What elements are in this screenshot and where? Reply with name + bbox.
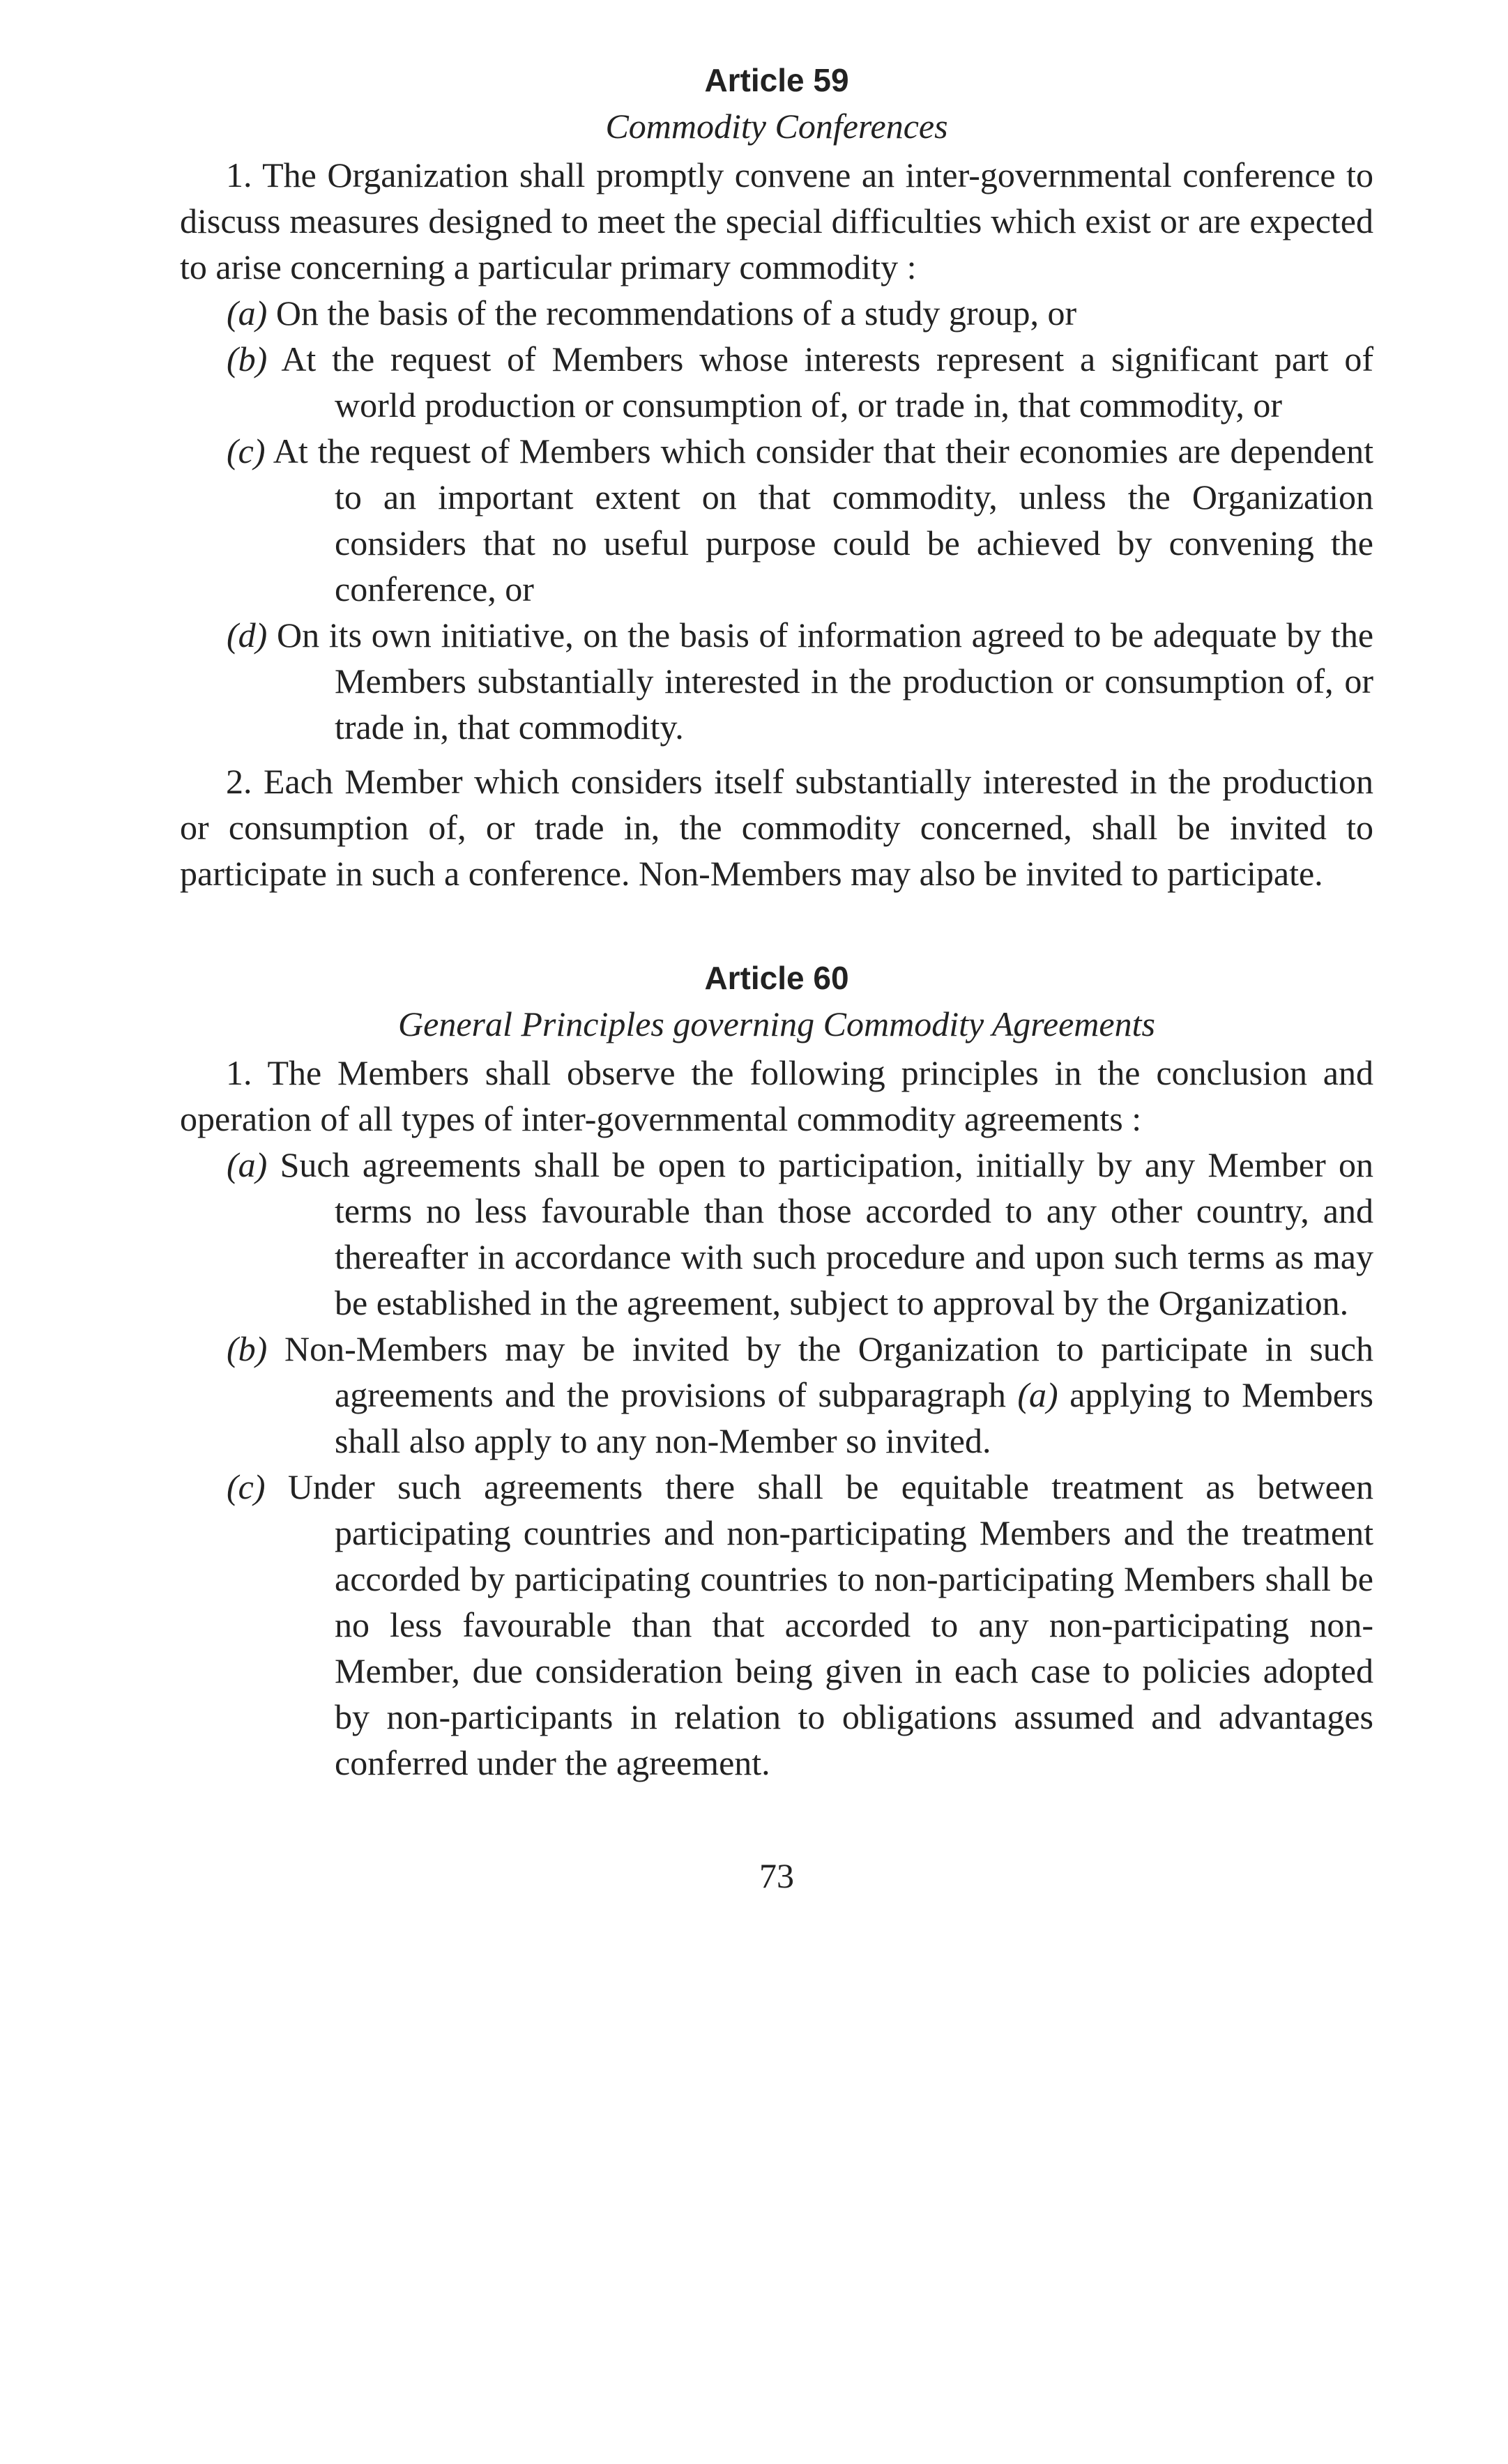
item-letter: (c): [227, 431, 266, 470]
subparagraph-reference: (a): [1017, 1375, 1058, 1414]
item-text: At the request of Members which consider that their economies are dependent to an important extent on that commodity, unless the Organization considers that no useful purpose could be achieved by convening the conference, or: [273, 431, 1373, 609]
item-text: Under such agreements there shall be equitable treatment as between participating countries and non-participating Members and the treatment accorded by participating countries to non-participating Members shall be no less favourable than that accorded to any non-participating non-Member, due consideration being given in each case to policies adopted by non-participants in relation to obligations assumed and advantages conferred under the agreement.: [287, 1467, 1373, 1782]
item-text-after: applying to Members shall also apply to any non-Member so invited.: [335, 1375, 1373, 1460]
item-letter: (b): [227, 1329, 268, 1368]
item-text: At the request of Members whose interests represent a significant part of world production or consumption of, or trade in, that commodity, or: [281, 339, 1373, 424]
item-letter: (c): [227, 1467, 266, 1506]
document-page: [180, 57, 1373, 1899]
article-59-item-a: [180, 290, 1373, 336]
item-letter: (a): [227, 293, 268, 332]
item-letter: (b): [227, 339, 268, 378]
item-letter: (d): [227, 615, 268, 655]
article-60-paragraph-1: 1. The Members shall observe the following principles in the conclusion and operation of all types of inter-governmental commodity agreements :: [180, 1053, 1373, 1138]
article-60-heading: Article 60: [704, 960, 849, 996]
article-59-heading: Article 59: [704, 62, 849, 98]
article-60-item-b: [180, 1326, 1373, 1464]
item-text: Such agreements shall be open to participation, initially by any Member on terms no less favourable than those accorded to any other country, and thereafter in accordance with such procedure and upon such terms as may be established in the agreement, subject to approval by the Organization.: [280, 1145, 1373, 1322]
article-59-item-c: [180, 428, 1373, 612]
item-letter: (a): [227, 1145, 268, 1184]
page-number: 73: [759, 1856, 794, 1895]
article-59-item-d: [180, 612, 1373, 750]
article-60-item-c: [180, 1464, 1373, 1786]
item-text: On the basis of the recommendations of a study group, or: [275, 293, 1077, 332]
article-60-subtitle: General Principles governing Commodity Agreements: [398, 1004, 1155, 1043]
article-60-item-a: [180, 1142, 1373, 1326]
article-59-item-b: [180, 336, 1373, 428]
article-59-subtitle: Commodity Conferences: [605, 107, 948, 146]
article-59-paragraph-2: 2. Each Member which considers itself substantially interested in the production or consumption of, or trade in, the commodity concerned, shall be invited to participate in such a conference. Non-Members may also be invited to participate.: [180, 762, 1373, 893]
item-text: On its own initiative, on the basis of information agreed to be adequate by the Members substantially interested in the production or consumption of, or trade in, that commodity.: [277, 615, 1374, 747]
article-59-paragraph-1: 1. The Organization shall promptly convene an inter-governmental conference to discuss measures designed to meet the special difficulties which exist or are expected to arise concerning a particular primary commodity :: [180, 155, 1373, 286]
item-text-before: Non-Members may be invited by the Organization to participate in such agreements and the provisions of subparagraph: [284, 1329, 1374, 1414]
